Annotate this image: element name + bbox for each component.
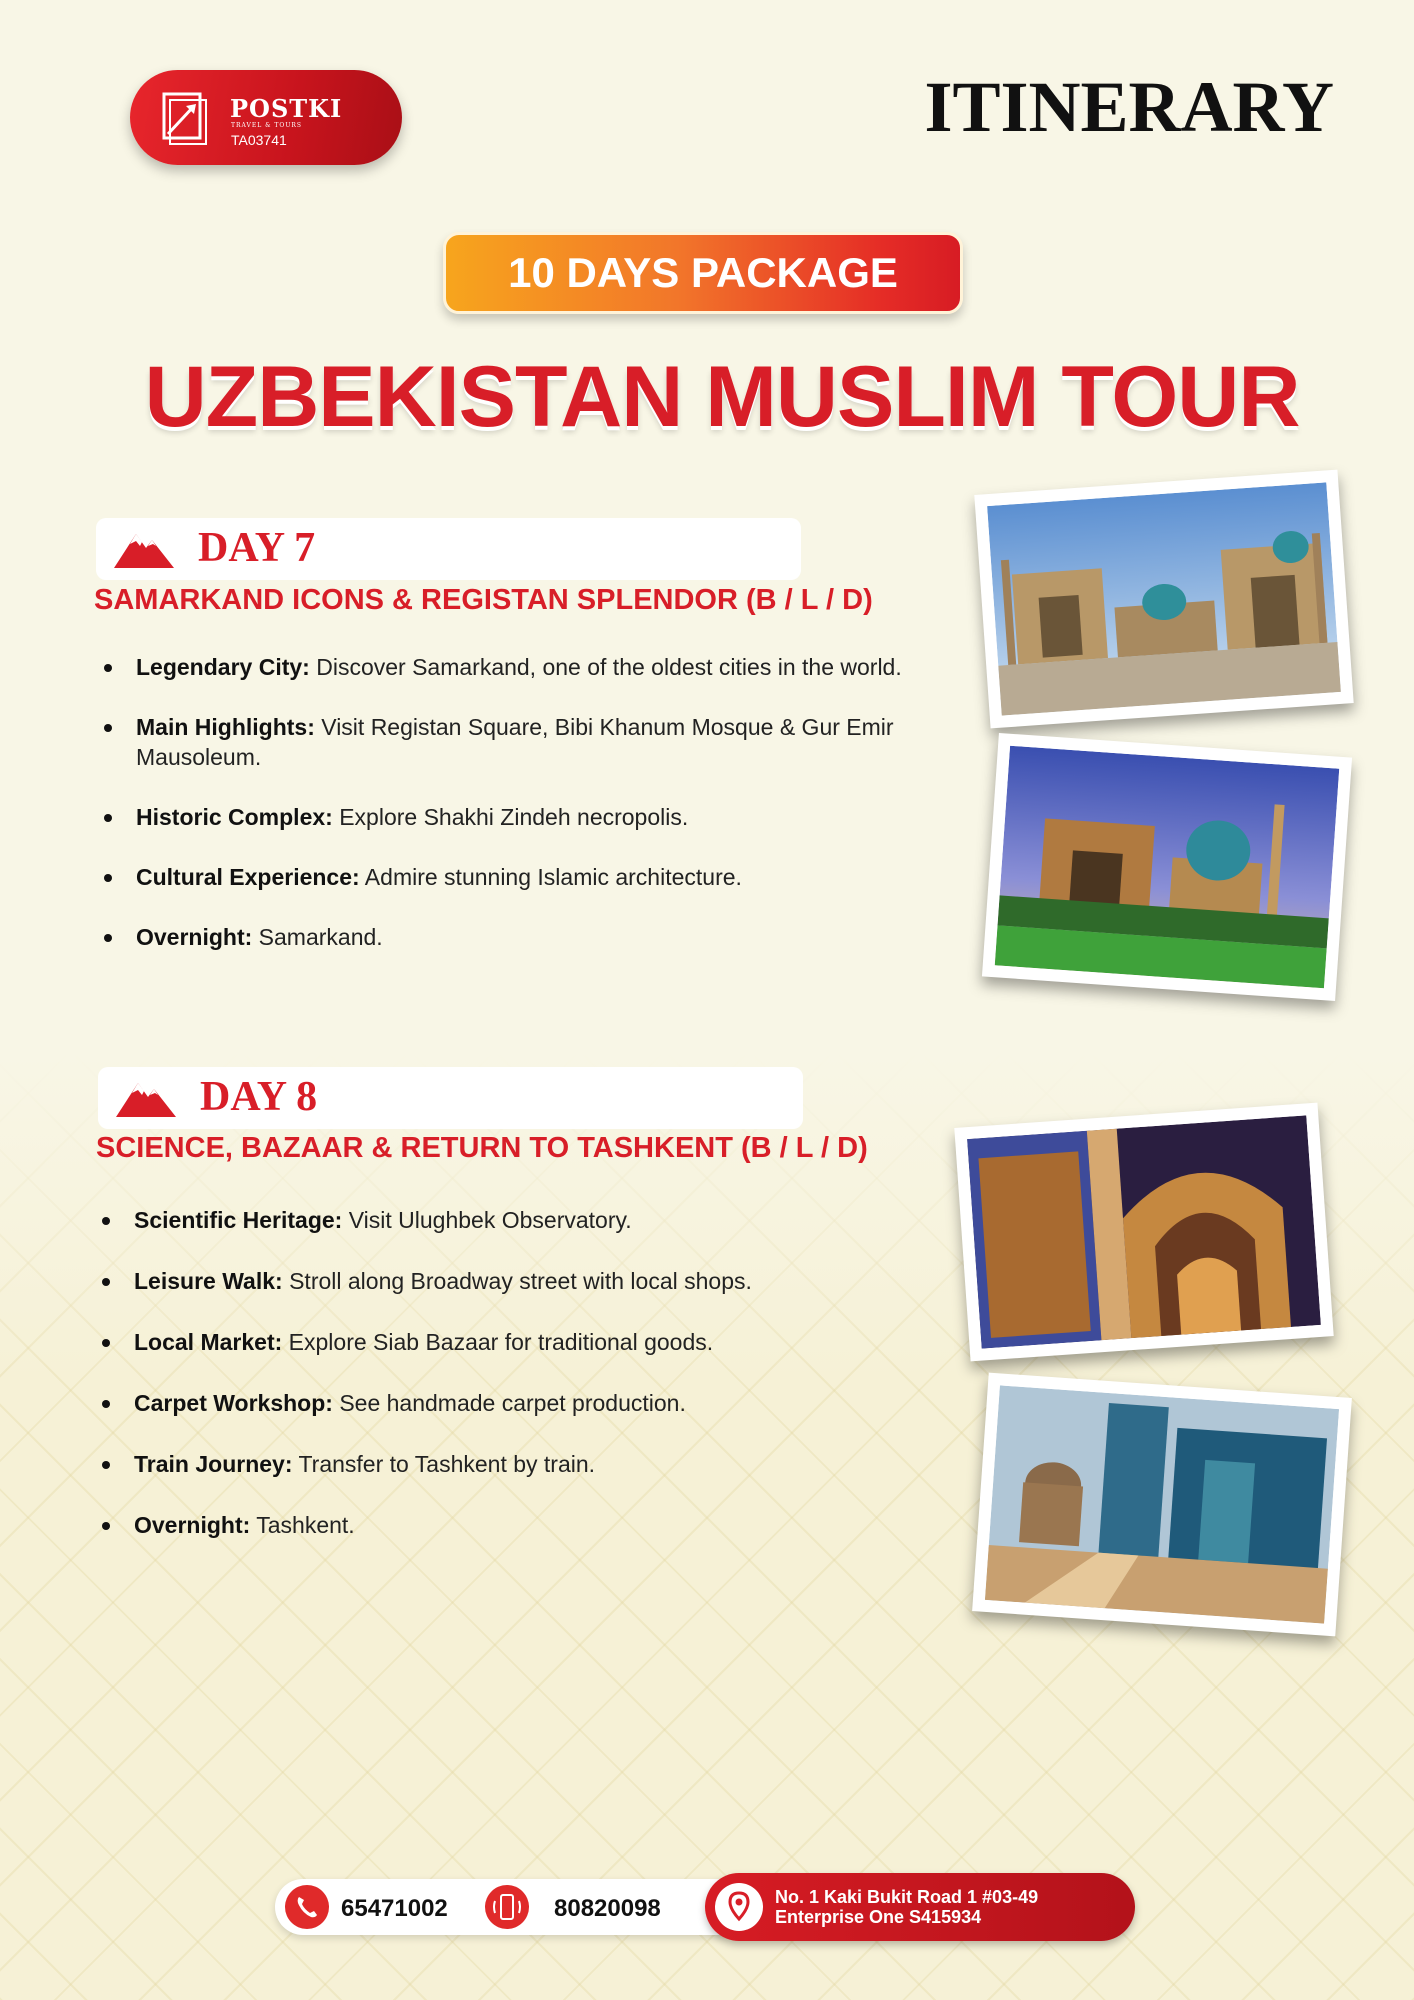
mobile-icon [485,1885,529,1929]
list-item: Train Journey: Transfer to Tashkent by train. [94,1449,894,1479]
mobile-number[interactable]: 80820098 [554,1895,661,1922]
location-pin-icon [715,1883,763,1931]
list-item: Local Market: Explore Siab Bazaar for traditional goods. [94,1327,894,1357]
list-item: Leisure Walk: Stroll along Broadway street with local shops. [94,1266,894,1296]
photo-shakhi-zindeh [972,1373,1352,1637]
brand-name: POSTKI [230,94,343,123]
day-7-points [96,652,902,952]
day-subtitle: SCIENCE, BAZAAR & RETURN TO TASHKENT (B / L / D) [96,1132,868,1164]
phone-icon [285,1885,329,1929]
photo-registan [974,470,1353,729]
day-8-points [94,1205,894,1540]
day-7-header [96,518,801,580]
logo-mark-icon [160,90,212,146]
list-item: Main Highlights: Visit Registan Square, Bibi Khanum Mosque & Gur Emir Mausoleum. [96,712,916,772]
phone-number[interactable]: 65471002 [341,1895,448,1922]
photo-madrasa-arch [954,1103,1333,1362]
tour-title: UZBEKISTAN MUSLIM TOUR [144,349,1300,445]
brand-tagline: TRAVEL & TOURS [231,122,303,129]
page-title: ITINERARY [924,67,1334,147]
brand-license: TA03741 [231,132,287,148]
address [775,1887,1038,1927]
list-item: Scientific Heritage: Visit Ulughbek Observatory. [94,1205,894,1235]
mountain-icon [114,1077,178,1119]
day-8-header [98,1067,803,1129]
list-item: Cultural Experience: Admire stunning Islamic architecture. [96,862,896,892]
list-item: Carpet Workshop: See handmade carpet production. [94,1388,894,1418]
brand-logo [130,70,402,165]
address-line-2: Enterprise One S415934 [775,1907,982,1927]
day-label: DAY 7 [198,525,316,571]
list-item: Historic Complex: Explore Shakhi Zindeh necropolis. [96,802,896,832]
mountain-icon [112,528,176,570]
day-subtitle: SAMARKAND ICONS & REGISTAN SPLENDOR (B / L / D) [94,584,873,616]
photo-gur-emir [982,733,1352,1001]
day-label: DAY 8 [200,1074,318,1120]
list-item: Legendary City: Discover Samarkand, one of the oldest cities in the world. [96,652,916,682]
contact-bar [275,1873,1135,1941]
list-item: Overnight: Tashkent. [94,1510,894,1540]
list-item: Overnight: Samarkand. [96,922,896,952]
address-line-1: No. 1 Kaki Bukit Road 1 #03-49 [775,1887,1039,1907]
package-badge: 10 DAYS PACKAGE [443,232,963,314]
